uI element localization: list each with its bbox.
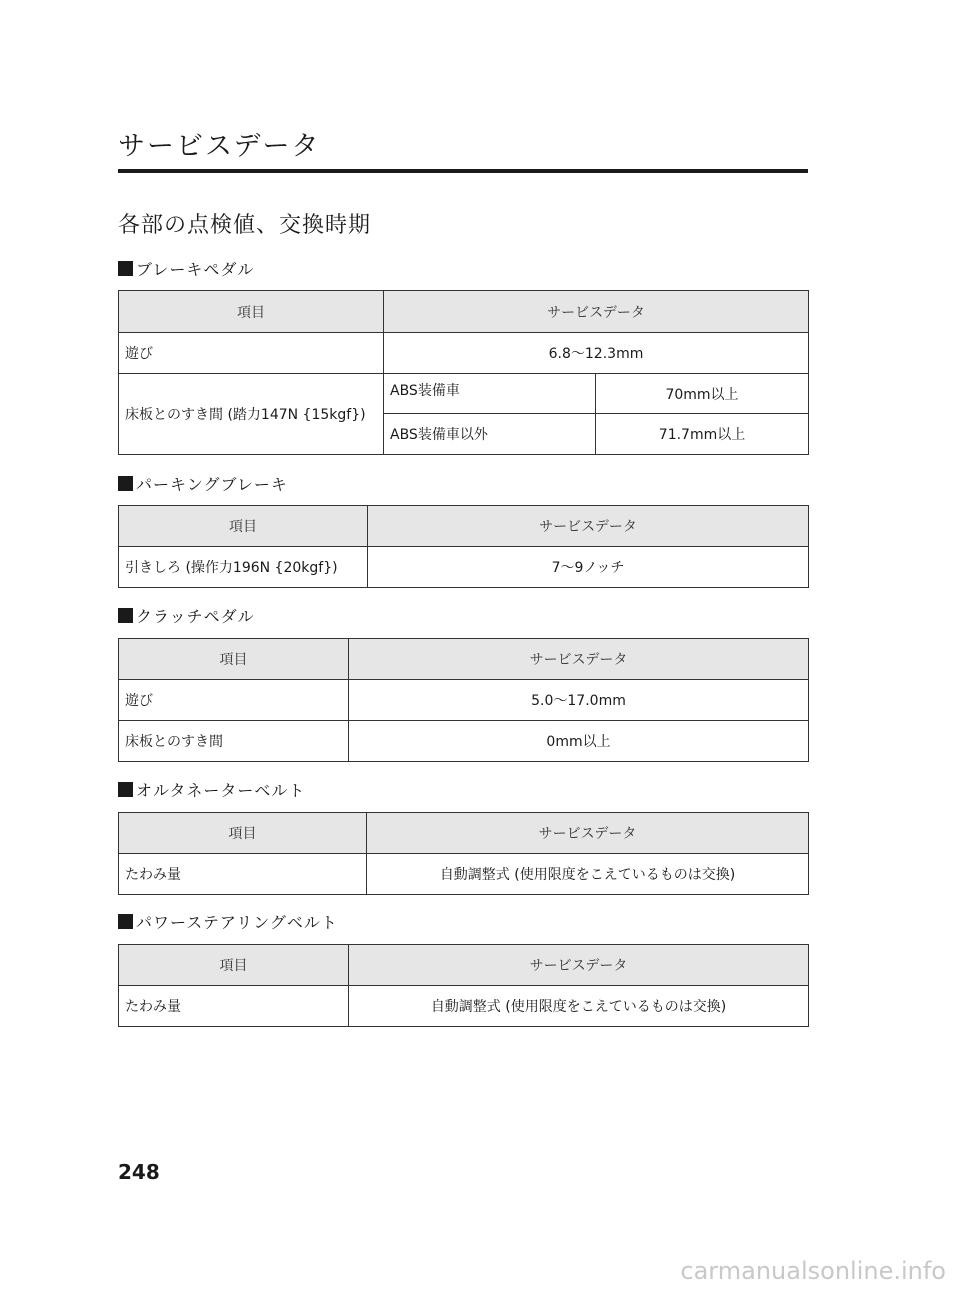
table-cell-value: 自動調整式 (使用限度をこえているものは交換) [349, 986, 809, 1027]
table-cell-value: 0mm以上 [349, 721, 809, 762]
brake-pedal-heading-label: ブレーキペダル [136, 260, 255, 279]
section-heading: 各部の点検値、交換時期 [118, 213, 372, 238]
ps-belt-heading-label: パワーステアリングベルト [136, 913, 338, 932]
parking-brake-heading-label: パーキングブレーキ [136, 475, 288, 494]
square-bullet-icon [118, 608, 133, 623]
header-item: 項目 [119, 291, 384, 333]
header-service-data: サービスデータ [367, 813, 809, 854]
alternator-belt-heading [118, 778, 305, 801]
table-cell-item: たわみ量 [119, 986, 349, 1027]
header-item: 項目 [119, 945, 349, 986]
table-cell-item: 遊び [119, 680, 349, 721]
table-cell-value: 70mm以上 [596, 374, 809, 414]
title-rule [118, 169, 808, 173]
ps-belt-heading [118, 910, 338, 933]
page-title: サービスデータ [118, 131, 321, 162]
header-service-data: サービスデータ [349, 945, 809, 986]
square-bullet-icon [118, 261, 133, 276]
table-cell-item: たわみ量 [119, 854, 367, 895]
square-bullet-icon [118, 476, 133, 491]
parking-brake-heading [118, 472, 288, 495]
table-cell-item: 遊び [119, 333, 384, 374]
square-bullet-icon [118, 782, 133, 797]
table-cell-item: 床板とのすき間 [119, 721, 349, 762]
header-service-data: サービスデータ [368, 506, 809, 547]
alternator-belt-heading-label: オルタネーターベルト [136, 781, 306, 800]
table-cell-item: 床板とのすき間 (踏力147N {15kgf}) [119, 374, 384, 455]
table-cell-condition: ABS装備車 [384, 374, 596, 414]
table-cell-item: 引きしろ (操作力196N {20kgf}) [119, 547, 368, 588]
table-cell-value: 5.0～17.0mm [349, 680, 809, 721]
brake-pedal-heading [118, 257, 254, 280]
parking-brake-table [118, 505, 809, 588]
header-service-data: サービスデータ [349, 639, 809, 680]
header-item: 項目 [119, 506, 368, 547]
table-cell-condition: ABS装備車以外 [384, 414, 596, 455]
watermark: carmanualsonline.info [680, 1257, 946, 1285]
alternator-belt-table [118, 812, 809, 895]
clutch-pedal-heading-label: クラッチペダル [136, 607, 255, 626]
ps-belt-table [118, 944, 809, 1027]
page-number: 248 [118, 1160, 160, 1184]
square-bullet-icon [118, 914, 133, 929]
table-cell-value: 71.7mm以上 [596, 414, 809, 455]
header-service-data: サービスデータ [384, 291, 809, 333]
clutch-pedal-table [118, 638, 809, 762]
clutch-pedal-heading [118, 604, 255, 627]
header-item: 項目 [119, 639, 349, 680]
header-item: 項目 [119, 813, 367, 854]
brake-pedal-table [118, 290, 809, 455]
table-cell-value: 7～9ノッチ [368, 547, 809, 588]
table-cell-value: 6.8～12.3mm [384, 333, 809, 374]
table-cell-value: 自動調整式 (使用限度をこえているものは交換) [367, 854, 809, 895]
